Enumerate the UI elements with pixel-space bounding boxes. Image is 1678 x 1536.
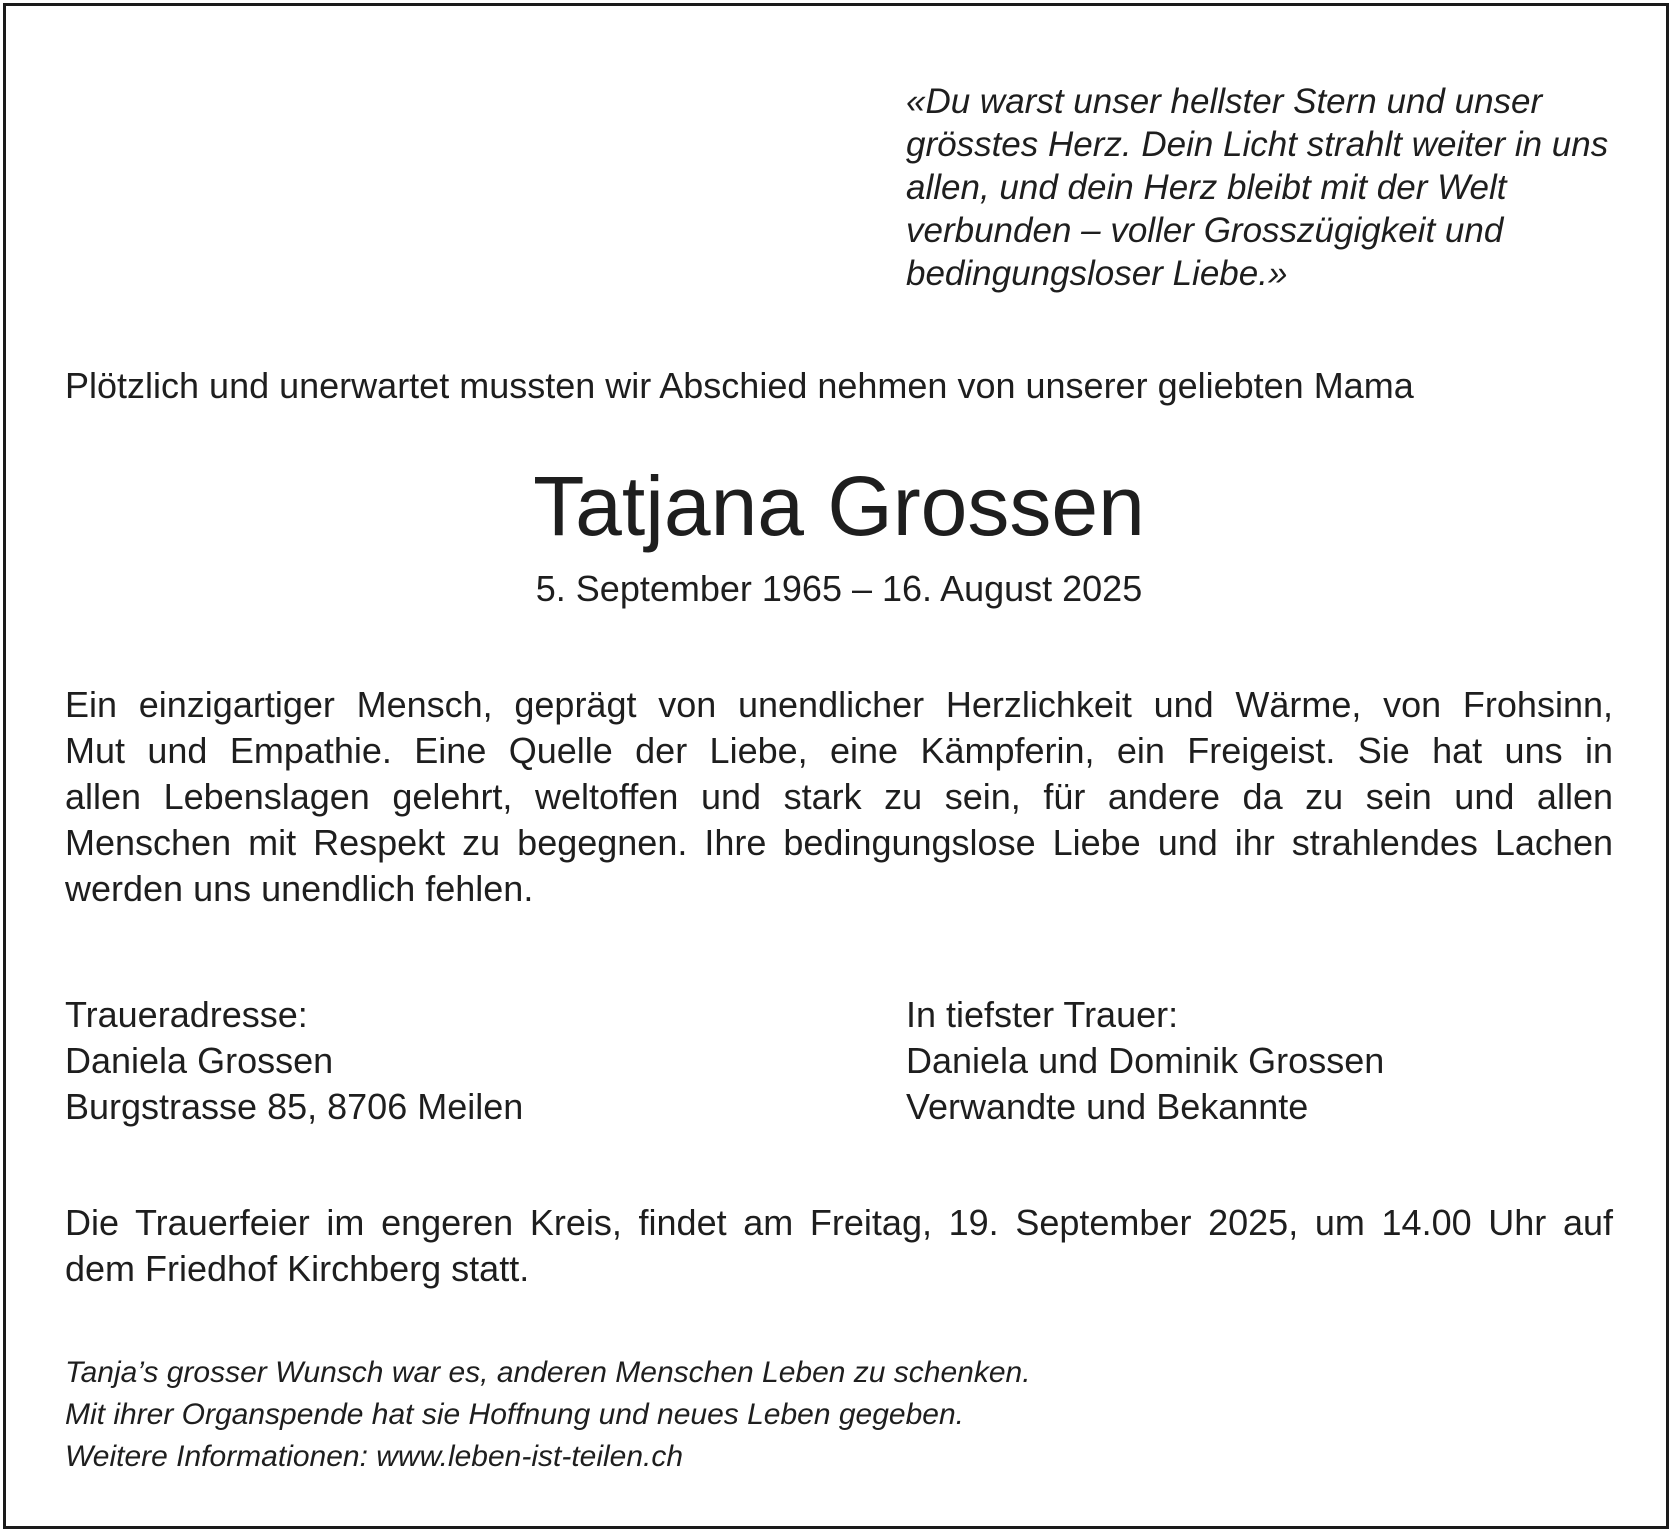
tribute-line: Menschen mit Respekt zu begegnen. Ihre bedingungslose Liebe und ihr strahlendes Lachen (65, 822, 1613, 863)
tribute-line: allen Lebenslagen gelehrt, weltoffen und stark zu sein, für andere da zu sein und allen (65, 776, 1613, 817)
mourners-label: In tiefster Trauer: (906, 994, 1179, 1035)
tribute-line: Mut und Empathie. Eine Quelle der Liebe, eine Kämpferin, ein Freigeist. Sie hat uns in (65, 730, 1613, 771)
organ-donation-note (65, 1352, 1031, 1478)
note-line: Weitere Informationen: www.leben-ist-teilen.ch (65, 1440, 684, 1473)
note-line: Tanja’s grosser Wunsch war es, anderen Menschen Leben zu schenken. (65, 1356, 1031, 1389)
tribute-paragraph (65, 682, 1613, 912)
life-dates: 5. September 1965 – 16. August 2025 (535, 568, 1143, 609)
intro-text: Plötzlich und unerwartet mussten wir Abschied nehmen von unserer geliebten Mama (65, 365, 1414, 406)
address-name: Daniela Grossen (65, 1040, 334, 1081)
note-line: Mit ihrer Organspende hat sie Hoffnung und neues Leben gegeben. (65, 1398, 964, 1431)
mourners-list (906, 992, 1384, 1130)
memorial-quote (906, 80, 1609, 295)
quote-line: grösstes Herz. Dein Licht strahlt weiter in uns (906, 125, 1609, 164)
quote-line: «Du warst unser hellster Stern und unser (906, 82, 1543, 121)
address-label: Traueradresse: (65, 994, 308, 1035)
address-street: Burgstrasse 85, 8706 Meilen (65, 1086, 524, 1127)
quote-line: verbunden – voller Grosszügigkeit und (906, 211, 1504, 250)
service-info (65, 1200, 1613, 1292)
service-line: dem Friedhof Kirchberg statt. (65, 1248, 530, 1289)
service-line: Die Trauerfeier im engeren Kreis, findet am Freitag, 19. September 2025, um 14.00 Uhr auf (65, 1202, 1613, 1243)
tribute-line: werden uns unendlich fehlen. (65, 868, 534, 909)
mourning-address (65, 992, 523, 1130)
deceased-name: Tatjana Grossen (533, 459, 1145, 553)
mourners-line: Verwandte und Bekannte (906, 1086, 1309, 1127)
tribute-line: Ein einzigartiger Mensch, geprägt von unendlicher Herzlichkeit und Wärme, von Frohsinn, (65, 684, 1613, 725)
quote-line: allen, und dein Herz bleibt mit der Welt (906, 168, 1507, 207)
quote-line: bedingungsloser Liebe.» (906, 254, 1288, 293)
mourners-line: Daniela und Dominik Grossen (906, 1040, 1385, 1081)
